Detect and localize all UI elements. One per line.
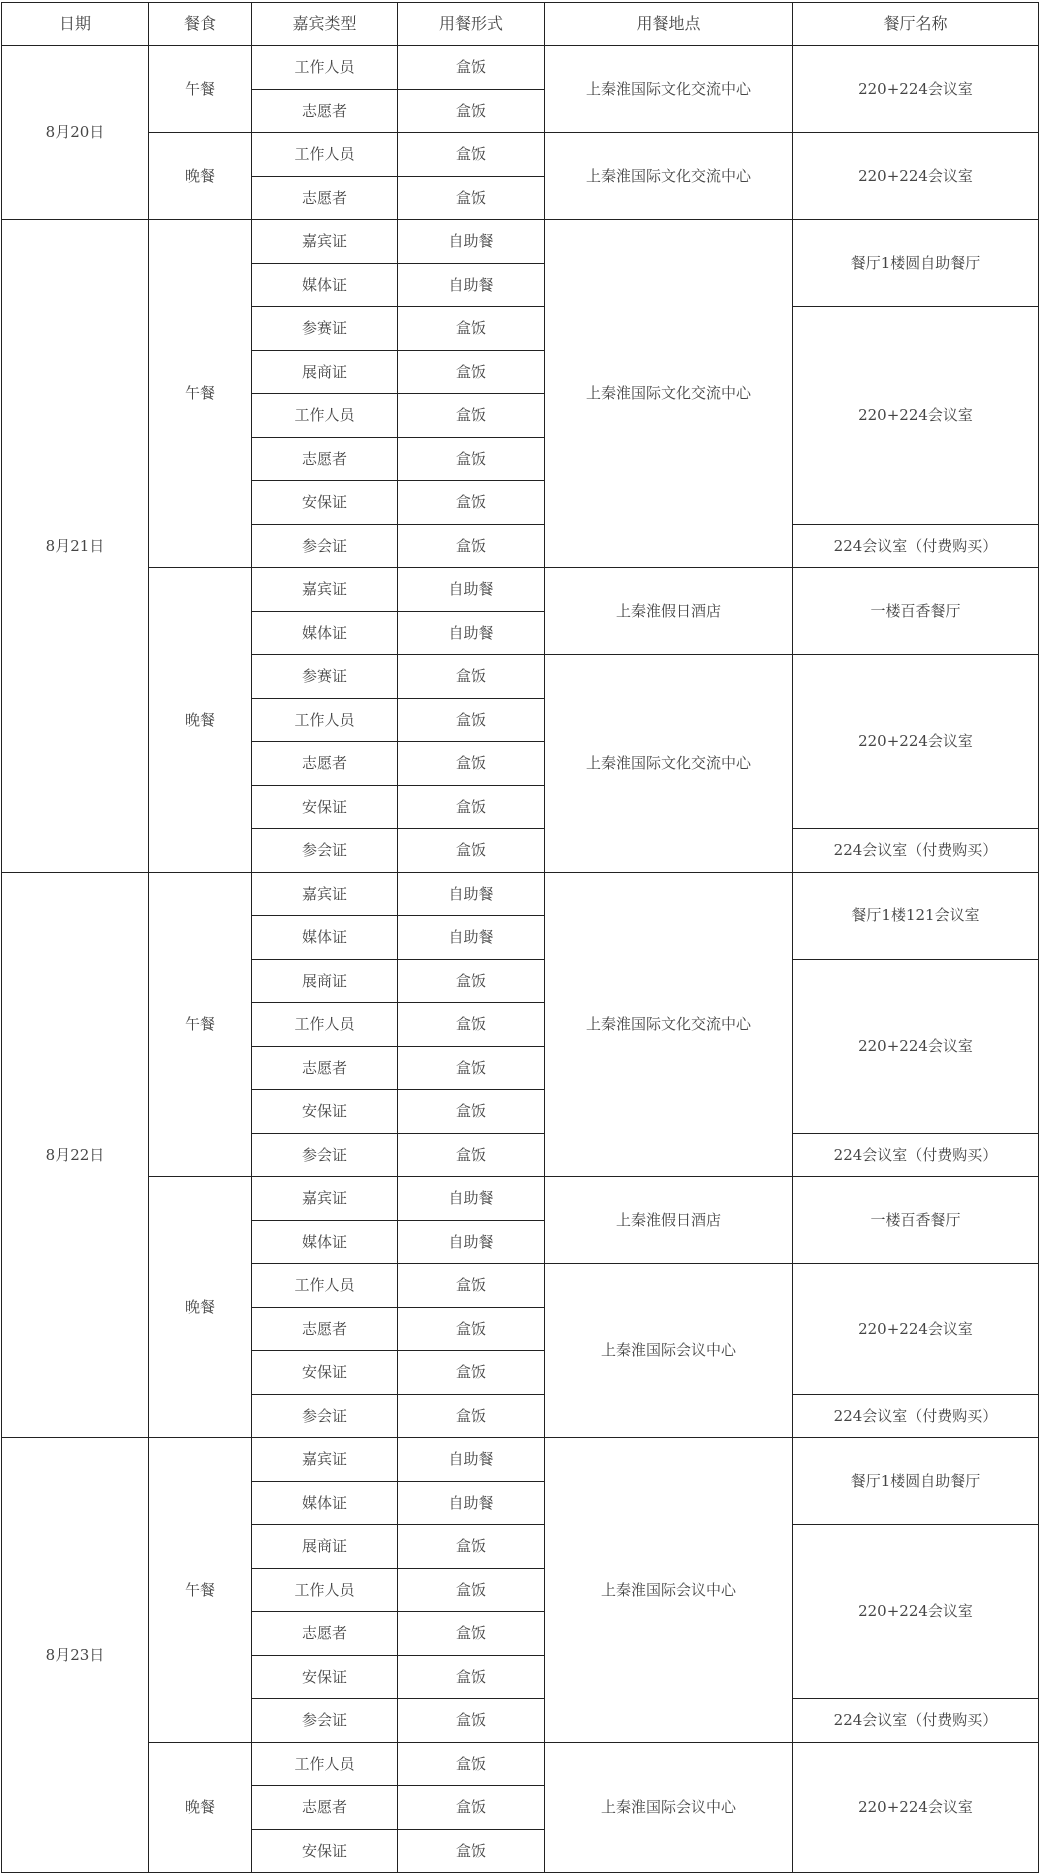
header-date: 日期 (2, 3, 149, 46)
guest-type-cell: 安保证 (252, 481, 398, 525)
location-cell: 上秦淮国际文化交流中心 (545, 133, 793, 220)
table-row (2, 220, 1039, 264)
meal-form-cell: 盒饭 (398, 1351, 545, 1395)
meal-form-cell: 盒饭 (398, 655, 545, 699)
meal-form-cell: 自助餐 (398, 872, 545, 916)
guest-type-cell: 志愿者 (252, 437, 398, 481)
guest-type-cell: 工作人员 (252, 1264, 398, 1308)
guest-type-cell: 媒体证 (252, 1220, 398, 1264)
guest-type-cell: 参会证 (252, 829, 398, 873)
meal-form-cell: 盒饭 (398, 176, 545, 220)
meal-cell: 午餐 (149, 872, 252, 1177)
restaurant-cell: 224会议室（付费购买） (793, 829, 1039, 873)
guest-type-cell: 志愿者 (252, 742, 398, 786)
guest-type-cell: 安保证 (252, 1090, 398, 1134)
meal-form-cell: 盒饭 (398, 1307, 545, 1351)
guest-type-cell: 志愿者 (252, 1612, 398, 1656)
location-cell: 上秦淮国际文化交流中心 (545, 872, 793, 1177)
guest-type-cell: 嘉宾证 (252, 1438, 398, 1482)
table-row (2, 1438, 1039, 1482)
restaurant-cell: 220+224会议室 (793, 1742, 1039, 1873)
meal-form-cell: 盒饭 (398, 46, 545, 90)
guest-type-cell: 展商证 (252, 350, 398, 394)
guest-type-cell: 工作人员 (252, 1003, 398, 1047)
guest-type-cell: 工作人员 (252, 46, 398, 90)
location-cell: 上秦淮国际会议中心 (545, 1264, 793, 1438)
guest-type-cell: 志愿者 (252, 1786, 398, 1830)
guest-type-cell: 工作人员 (252, 1568, 398, 1612)
meal-form-cell: 盒饭 (398, 133, 545, 177)
meal-form-cell: 盒饭 (398, 829, 545, 873)
table-row (2, 568, 1039, 612)
header-meal-form: 用餐形式 (398, 3, 545, 46)
table-row (2, 46, 1039, 90)
meal-form-cell: 自助餐 (398, 611, 545, 655)
meal-form-cell: 盒饭 (398, 785, 545, 829)
guest-type-cell: 参会证 (252, 1699, 398, 1743)
table-row (2, 872, 1039, 916)
restaurant-cell: 餐厅1楼圆自助餐厅 (793, 220, 1039, 307)
guest-type-cell: 工作人员 (252, 394, 398, 438)
header-meal: 餐食 (149, 3, 252, 46)
meal-form-cell: 盒饭 (398, 524, 545, 568)
guest-type-cell: 工作人员 (252, 1742, 398, 1786)
location-cell: 上秦淮假日酒店 (545, 568, 793, 655)
guest-type-cell: 展商证 (252, 959, 398, 1003)
guest-type-cell: 参会证 (252, 1394, 398, 1438)
guest-type-cell: 工作人员 (252, 133, 398, 177)
meal-cell: 晚餐 (149, 133, 252, 220)
meal-cell: 午餐 (149, 46, 252, 133)
location-cell: 上秦淮国际文化交流中心 (545, 220, 793, 568)
meal-form-cell: 自助餐 (398, 1481, 545, 1525)
table-header (2, 3, 1039, 46)
restaurant-cell: 220+224会议室 (793, 1264, 1039, 1395)
restaurant-cell: 224会议室（付费购买） (793, 1394, 1039, 1438)
table-row (2, 1177, 1039, 1221)
restaurant-cell: 220+224会议室 (793, 133, 1039, 220)
meal-schedule-table (1, 2, 1039, 1873)
meal-form-cell: 盒饭 (398, 1742, 545, 1786)
meal-form-cell: 盒饭 (398, 1090, 545, 1134)
table-row (2, 1742, 1039, 1786)
guest-type-cell: 媒体证 (252, 1481, 398, 1525)
meal-form-cell: 盒饭 (398, 742, 545, 786)
guest-type-cell: 参会证 (252, 1133, 398, 1177)
meal-cell: 晚餐 (149, 1177, 252, 1438)
meal-form-cell: 盒饭 (398, 1003, 545, 1047)
meal-cell: 晚餐 (149, 1742, 252, 1873)
guest-type-cell: 媒体证 (252, 263, 398, 307)
location-cell: 上秦淮假日酒店 (545, 1177, 793, 1264)
meal-form-cell: 自助餐 (398, 263, 545, 307)
meal-form-cell: 盒饭 (398, 1699, 545, 1743)
meal-form-cell: 盒饭 (398, 1046, 545, 1090)
meal-cell: 晚餐 (149, 568, 252, 873)
guest-type-cell: 嘉宾证 (252, 1177, 398, 1221)
restaurant-cell: 224会议室（付费购买） (793, 1699, 1039, 1743)
meal-form-cell: 盒饭 (398, 394, 545, 438)
meal-form-cell: 盒饭 (398, 350, 545, 394)
location-cell: 上秦淮国际会议中心 (545, 1742, 793, 1873)
meal-form-cell: 盒饭 (398, 307, 545, 351)
location-cell: 上秦淮国际文化交流中心 (545, 46, 793, 133)
guest-type-cell: 安保证 (252, 1829, 398, 1873)
meal-form-cell: 自助餐 (398, 1438, 545, 1482)
restaurant-cell: 220+224会议室 (793, 655, 1039, 829)
guest-type-cell: 工作人员 (252, 698, 398, 742)
restaurant-cell: 餐厅1楼121会议室 (793, 872, 1039, 959)
restaurant-cell: 一楼百香餐厅 (793, 568, 1039, 655)
header-location: 用餐地点 (545, 3, 793, 46)
date-cell: 8月20日 (2, 46, 149, 220)
date-cell: 8月21日 (2, 220, 149, 873)
restaurant-cell: 224会议室（付费购买） (793, 524, 1039, 568)
guest-type-cell: 志愿者 (252, 89, 398, 133)
guest-type-cell: 参赛证 (252, 307, 398, 351)
restaurant-cell: 224会议室（付费购买） (793, 1133, 1039, 1177)
meal-cell: 午餐 (149, 220, 252, 568)
guest-type-cell: 安保证 (252, 1655, 398, 1699)
meal-form-cell: 盒饭 (398, 1394, 545, 1438)
meal-cell: 午餐 (149, 1438, 252, 1743)
meal-form-cell: 自助餐 (398, 568, 545, 612)
meal-form-cell: 盒饭 (398, 1133, 545, 1177)
guest-type-cell: 安保证 (252, 1351, 398, 1395)
meal-form-cell: 盒饭 (398, 959, 545, 1003)
meal-form-cell: 盒饭 (398, 1525, 545, 1569)
table-row (2, 133, 1039, 177)
guest-type-cell: 志愿者 (252, 1307, 398, 1351)
guest-type-cell: 嘉宾证 (252, 872, 398, 916)
date-cell: 8月22日 (2, 872, 149, 1438)
meal-form-cell: 盒饭 (398, 1612, 545, 1656)
meal-form-cell: 盒饭 (398, 1786, 545, 1830)
guest-type-cell: 参会证 (252, 524, 398, 568)
meal-form-cell: 盒饭 (398, 1264, 545, 1308)
guest-type-cell: 媒体证 (252, 611, 398, 655)
meal-form-cell: 盒饭 (398, 1655, 545, 1699)
restaurant-cell: 餐厅1楼圆自助餐厅 (793, 1438, 1039, 1525)
meal-form-cell: 盒饭 (398, 1829, 545, 1873)
guest-type-cell: 志愿者 (252, 176, 398, 220)
header-restaurant: 餐厅名称 (793, 3, 1039, 46)
meal-form-cell: 盒饭 (398, 481, 545, 525)
meal-form-cell: 自助餐 (398, 220, 545, 264)
restaurant-cell: 220+224会议室 (793, 959, 1039, 1133)
meal-form-cell: 自助餐 (398, 1177, 545, 1221)
guest-type-cell: 媒体证 (252, 916, 398, 960)
date-cell: 8月23日 (2, 1438, 149, 1873)
meal-form-cell: 自助餐 (398, 1220, 545, 1264)
guest-type-cell: 展商证 (252, 1525, 398, 1569)
meal-form-cell: 盒饭 (398, 698, 545, 742)
meal-form-cell: 盒饭 (398, 1568, 545, 1612)
restaurant-cell: 220+224会议室 (793, 46, 1039, 133)
header-guest-type: 嘉宾类型 (252, 3, 398, 46)
guest-type-cell: 志愿者 (252, 1046, 398, 1090)
restaurant-cell: 220+224会议室 (793, 307, 1039, 525)
guest-type-cell: 嘉宾证 (252, 220, 398, 264)
restaurant-cell: 一楼百香餐厅 (793, 1177, 1039, 1264)
location-cell: 上秦淮国际会议中心 (545, 1438, 793, 1743)
meal-form-cell: 盒饭 (398, 437, 545, 481)
meal-form-cell: 盒饭 (398, 89, 545, 133)
guest-type-cell: 参赛证 (252, 655, 398, 699)
table-body (2, 46, 1039, 1873)
header-row (2, 3, 1039, 46)
guest-type-cell: 安保证 (252, 785, 398, 829)
guest-type-cell: 嘉宾证 (252, 568, 398, 612)
restaurant-cell: 220+224会议室 (793, 1525, 1039, 1699)
location-cell: 上秦淮国际文化交流中心 (545, 655, 793, 873)
meal-form-cell: 自助餐 (398, 916, 545, 960)
